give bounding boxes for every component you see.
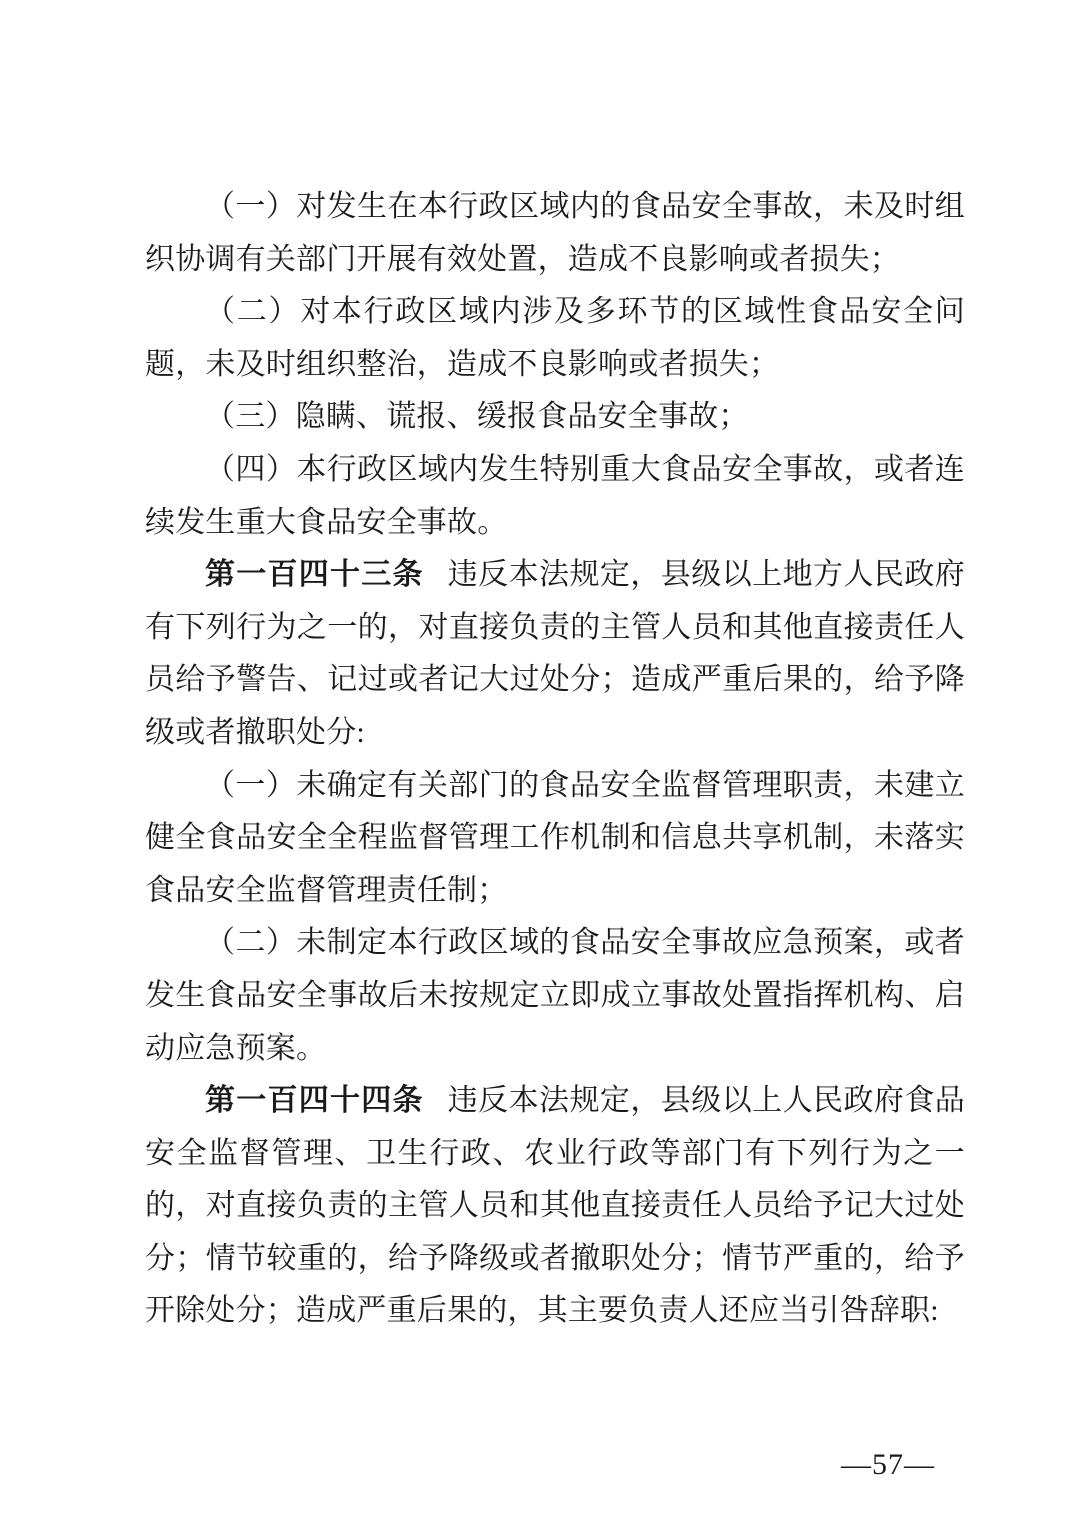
list-item-5: （一）未确定有关部门的食品安全监督管理职责，未建立健全食品安全全程监督管理工作机制和信息共享机制，未落实食品安全监督管理责任制； — [145, 768, 965, 907]
article-143-text: 违反本法规定，县级以上地方人民政府有下列行为之一的，对直接负责的主管人员和其他直接责任人员给予警告、记过或者记大过处分；造成严重后果的，给予降级或者撤职处分: — [145, 558, 965, 749]
article-143-number: 第一百四十三条 — [205, 558, 424, 592]
article-144-number: 第一百四十四条 — [205, 1084, 424, 1118]
article-143-paragraph — [145, 549, 965, 759]
document-body — [145, 181, 965, 1338]
list-item-1: （一）对发生在本行政区域内的食品安全事故，未及时组织协调有关部门开展有效处置，造成不良影响或者损失； — [145, 190, 965, 276]
list-item-3: （三）隐瞒、谎报、缓报食品安全事故； — [205, 400, 749, 434]
page-number: —57— — [841, 1448, 935, 1481]
article-144-text: 违反本法规定，县级以上人民政府食品安全监督管理、卫生行政、农业行政等部门有下列行为之一的，对直接负责的主管人员和其他直接责任人员给予记大过处分；情节较重的，给予降级或者撤职处分；情节严重的，给予开除处分；造成严重后果的，其主要负责人还应当引咎辞职: — [145, 1084, 965, 1328]
list-item-2: （二）对本行政区域内涉及多环节的区域性食品安全问题，未及时组织整治，造成不良影响或者损失； — [145, 295, 965, 381]
article-144-paragraph — [145, 1075, 965, 1338]
list-item-4: （四）本行政区域内发生特别重大食品安全事故，或者连续发生重大食品安全事故。 — [145, 452, 965, 539]
list-item-6: （二）未制定本行政区域的食品安全事故应急预案，或者发生食品安全事故后未按规定立即成立事故处置指挥机构、启动应急预案。 — [145, 926, 965, 1065]
